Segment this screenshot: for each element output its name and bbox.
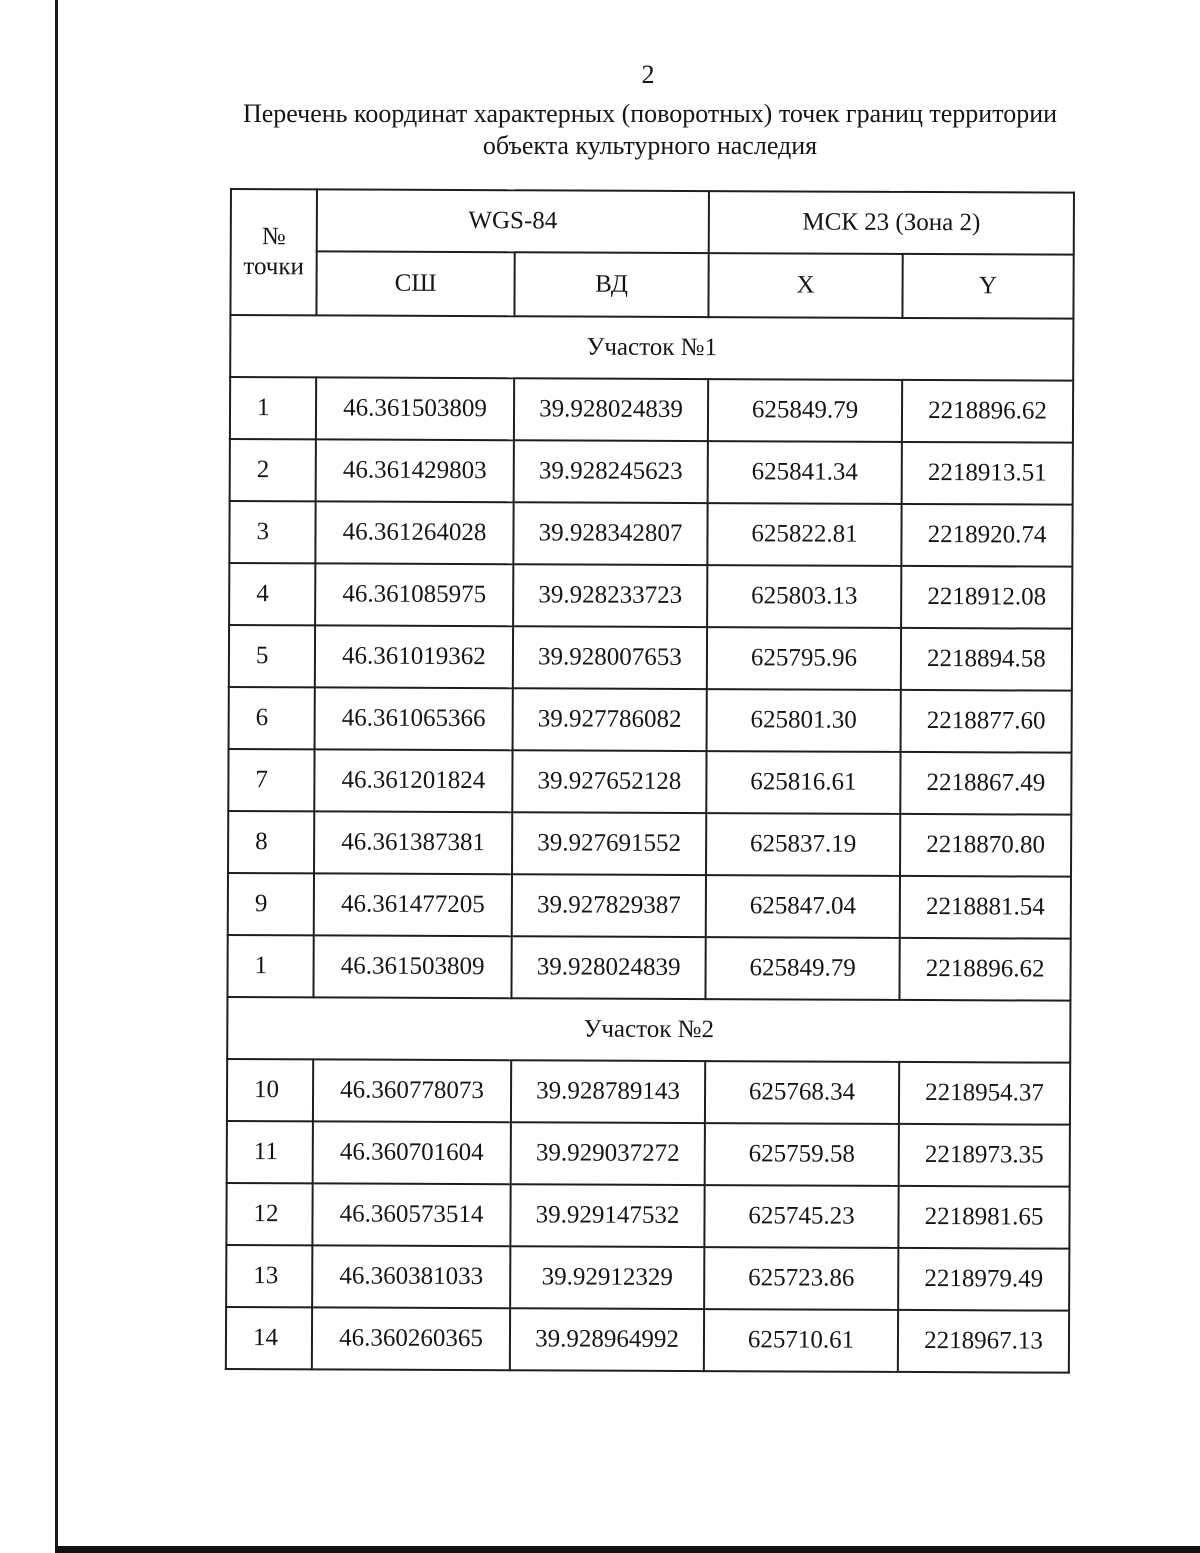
point-number: 6 bbox=[229, 687, 315, 749]
y-cell: 2218913.51 bbox=[902, 442, 1073, 505]
scan-edge-left bbox=[55, 0, 58, 1553]
table-row bbox=[229, 687, 1072, 753]
column-header-x: X bbox=[708, 253, 902, 318]
point-number: 1 bbox=[230, 377, 316, 439]
point-number: 4 bbox=[229, 563, 315, 625]
column-header-y: Y bbox=[902, 254, 1073, 319]
y-cell: 2218920.74 bbox=[901, 504, 1072, 567]
longitude-cell: 39.928007653 bbox=[513, 626, 707, 689]
coordinates-table bbox=[225, 188, 1075, 1374]
point-number-header bbox=[230, 189, 317, 315]
longitude-cell: 39.928342807 bbox=[513, 502, 707, 565]
x-cell: 625795.96 bbox=[707, 627, 901, 690]
latitude-cell: 46.361201824 bbox=[314, 749, 512, 812]
column-header-lat: СШ bbox=[316, 251, 514, 316]
table-row bbox=[228, 749, 1071, 815]
y-cell: 2218979.49 bbox=[898, 1248, 1069, 1311]
latitude-cell: 46.361387381 bbox=[314, 811, 512, 874]
x-cell: 625837.19 bbox=[706, 813, 900, 876]
latitude-cell: 46.360260365 bbox=[312, 1307, 510, 1370]
longitude-cell: 39.927786082 bbox=[513, 688, 707, 751]
table-row bbox=[226, 1307, 1069, 1373]
y-cell: 2218881.54 bbox=[900, 876, 1071, 939]
latitude-cell: 46.361429803 bbox=[316, 439, 514, 502]
table-row bbox=[229, 625, 1072, 691]
table-row bbox=[227, 935, 1070, 1001]
longitude-cell: 39.92912329 bbox=[510, 1246, 704, 1309]
table-row bbox=[226, 1245, 1069, 1311]
x-cell: 625710.61 bbox=[704, 1309, 898, 1372]
point-number: 10 bbox=[227, 1059, 313, 1121]
y-cell: 2218877.60 bbox=[901, 690, 1072, 753]
point-number: 7 bbox=[228, 749, 314, 811]
title-line-1: Перечень координат характерных (поворотных) точек границ территории bbox=[242, 99, 1058, 128]
latitude-cell: 46.361264028 bbox=[315, 501, 513, 564]
y-cell: 2218912.08 bbox=[901, 566, 1072, 629]
longitude-cell: 39.927829387 bbox=[512, 874, 706, 937]
latitude-cell: 46.360381033 bbox=[312, 1245, 510, 1308]
x-cell: 625822.81 bbox=[707, 503, 901, 566]
latitude-cell: 46.361085975 bbox=[315, 563, 513, 626]
y-cell: 2218967.13 bbox=[898, 1310, 1069, 1373]
longitude-cell: 39.928024839 bbox=[514, 378, 708, 441]
x-cell: 625803.13 bbox=[707, 565, 901, 628]
x-cell: 625849.79 bbox=[705, 937, 899, 1000]
point-number: 9 bbox=[228, 873, 314, 935]
point-number: 1 bbox=[227, 935, 313, 997]
point-number: 14 bbox=[226, 1307, 312, 1369]
x-cell: 625801.30 bbox=[707, 689, 901, 752]
scan-edge-bottom bbox=[55, 1546, 1200, 1553]
latitude-cell: 46.361065366 bbox=[315, 687, 513, 750]
table-row bbox=[228, 811, 1071, 877]
table-row bbox=[227, 1121, 1070, 1187]
point-number: 12 bbox=[226, 1183, 312, 1245]
longitude-cell: 39.928964992 bbox=[510, 1308, 704, 1371]
latitude-cell: 46.360573514 bbox=[312, 1183, 510, 1246]
table-row bbox=[229, 563, 1072, 629]
y-cell: 2218981.65 bbox=[898, 1186, 1069, 1249]
x-cell: 625816.61 bbox=[706, 751, 900, 814]
page-number: 2 bbox=[641, 60, 655, 89]
x-cell: 625723.86 bbox=[704, 1247, 898, 1310]
y-cell: 2218954.37 bbox=[899, 1062, 1070, 1125]
document-title bbox=[200, 98, 1100, 162]
y-cell: 2218867.49 bbox=[900, 752, 1071, 815]
longitude-cell: 39.928245623 bbox=[514, 440, 708, 503]
point-number: 11 bbox=[227, 1121, 313, 1183]
x-cell: 625759.58 bbox=[705, 1123, 899, 1186]
longitude-cell: 39.929037272 bbox=[511, 1122, 705, 1185]
table-row bbox=[228, 873, 1071, 939]
point-number: 2 bbox=[230, 439, 316, 501]
latitude-cell: 46.361503809 bbox=[316, 377, 514, 440]
section-title: Участок №2 bbox=[227, 997, 1070, 1063]
latitude-cell: 46.360701604 bbox=[313, 1121, 511, 1184]
title-line-2: объекта культурного наследия bbox=[482, 131, 818, 160]
y-cell: 2218894.58 bbox=[901, 628, 1072, 691]
longitude-cell: 39.929147532 bbox=[510, 1184, 704, 1247]
y-cell: 2218896.62 bbox=[902, 380, 1073, 443]
y-cell: 2218973.35 bbox=[899, 1124, 1070, 1187]
table-row bbox=[230, 439, 1073, 505]
latitude-cell: 46.360778073 bbox=[313, 1059, 511, 1122]
x-cell: 625745.23 bbox=[704, 1185, 898, 1248]
x-cell: 625849.79 bbox=[708, 379, 902, 442]
msk23-group-header: МСК 23 (Зона 2) bbox=[709, 191, 1074, 255]
column-header-lon: ВД bbox=[514, 252, 708, 317]
table-row bbox=[229, 501, 1072, 567]
table-row bbox=[227, 1059, 1070, 1125]
latitude-cell: 46.361477205 bbox=[314, 873, 512, 936]
x-cell: 625768.34 bbox=[705, 1061, 899, 1124]
y-cell: 2218896.62 bbox=[899, 938, 1070, 1001]
point-number-symbol: № bbox=[261, 223, 286, 251]
longitude-cell: 39.927691552 bbox=[512, 812, 706, 875]
point-number: 13 bbox=[226, 1245, 312, 1307]
longitude-cell: 39.927652128 bbox=[512, 750, 706, 813]
section-title: Участок №1 bbox=[230, 315, 1073, 381]
longitude-cell: 39.928024839 bbox=[511, 936, 705, 999]
longitude-cell: 39.928789143 bbox=[511, 1060, 705, 1123]
longitude-cell: 39.928233723 bbox=[513, 564, 707, 627]
table-row bbox=[226, 1183, 1069, 1249]
point-number-word: точки bbox=[243, 253, 304, 281]
x-cell: 625841.34 bbox=[708, 441, 902, 504]
latitude-cell: 46.361503809 bbox=[313, 935, 511, 998]
y-cell: 2218870.80 bbox=[900, 814, 1071, 877]
point-number: 3 bbox=[229, 501, 315, 563]
point-number: 8 bbox=[228, 811, 314, 873]
wgs84-group-header: WGS-84 bbox=[317, 189, 709, 253]
point-number: 5 bbox=[229, 625, 315, 687]
x-cell: 625847.04 bbox=[706, 875, 900, 938]
table-row bbox=[230, 377, 1073, 443]
latitude-cell: 46.361019362 bbox=[315, 625, 513, 688]
